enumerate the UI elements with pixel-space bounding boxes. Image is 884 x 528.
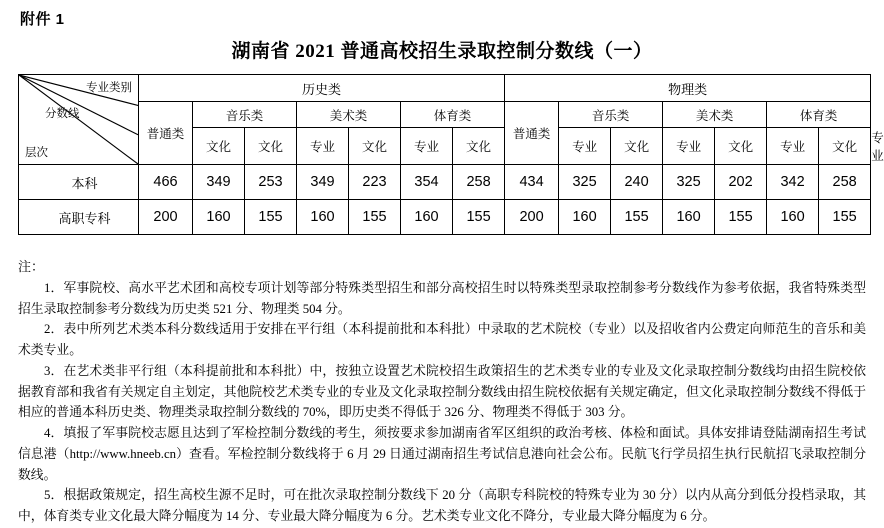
- score-value: 160: [767, 200, 819, 235]
- score-value: 200: [505, 200, 559, 235]
- score-value: 325: [663, 165, 715, 200]
- score-value: 160: [193, 200, 245, 235]
- score-value: 155: [715, 200, 767, 235]
- subgroup-header-physics-art: 美术类: [663, 102, 767, 128]
- score-value: 466: [139, 165, 193, 200]
- row-label-vocational: 高职专科: [19, 200, 139, 235]
- score-value: 325: [559, 165, 611, 200]
- score-value: 258: [453, 165, 505, 200]
- type-header: 文化: [349, 128, 401, 165]
- subgroup-header-physics-music: 音乐类: [559, 102, 663, 128]
- score-value: 223: [349, 165, 401, 200]
- score-value: 155: [349, 200, 401, 235]
- page-title: 湖南省 2021 普通高校招生录取控制分数线（一）: [231, 41, 653, 62]
- group-header-physics: 物理类: [505, 75, 871, 102]
- score-value: 349: [193, 165, 245, 200]
- table-row: [19, 165, 871, 200]
- corner-label-score-line: 分数线: [45, 108, 80, 120]
- subgroup-header-physics-general: 普通类: [505, 102, 559, 165]
- subgroup-header-history-art: 美术类: [297, 102, 401, 128]
- score-value: 342: [767, 165, 819, 200]
- score-value: 200: [139, 200, 193, 235]
- note-item: 4．填报了军事院校志愿且达到了军检控制分数线的考生，须按要求参加湖南省军区组织的政治考核、体检和面试。具体安排请登陆湖南招生考试信息港（http://www.hneeb.cn）查看。军检控制分数线将于 6 月 29 日通过湖南招生考试信息港向社会公布。民航飞行学员招生执行民航招飞录取控制分数线。: [18, 426, 866, 482]
- table-corner-header: [19, 75, 139, 165]
- note-item: 2．表中所列艺术类本科分数线适用于安排在平行组（本科提前批和本科批）中录取的艺术院校（专业）以及招收省内公费定向师范生的音乐和美术类专业。: [18, 322, 866, 358]
- score-value: 434: [505, 165, 559, 200]
- type-header: 文化: [245, 128, 297, 165]
- type-header: 文化: [453, 128, 505, 165]
- subgroup-header-history-music: 音乐类: [193, 102, 297, 128]
- type-header: 文化: [819, 128, 871, 165]
- subgroup-header-history-sports: 体育类: [401, 102, 505, 128]
- notes-section: [18, 256, 866, 527]
- type-header: 专业: [297, 128, 349, 165]
- score-value: 349: [297, 165, 349, 200]
- subgroup-header-physics-sports: 体育类: [767, 102, 871, 128]
- score-value: 160: [401, 200, 453, 235]
- attachment-label: 附件 1: [20, 11, 65, 28]
- score-line-table: 专业类别 分数线 层次 历史类 物理类 普通类 音乐类 美术类 体育类 普通类 音乐类 美术类 体育类 文化 文化 专业 文化 专业 文化 专业 文化 专业 文化 专业 文化 专业 本科 466 349 253 349 223 354 258 434 325 240 325 202 342 258 高职专科 200 160 155 160 155 160 155 200 160 155 160 155 160 155: [18, 74, 871, 235]
- score-value: 202: [715, 165, 767, 200]
- type-header: 专业: [559, 128, 611, 165]
- score-value: 354: [401, 165, 453, 200]
- score-value: 240: [611, 165, 663, 200]
- score-value: 160: [297, 200, 349, 235]
- group-header-history: 历史类: [139, 75, 505, 102]
- corner-label-level: 层次: [25, 147, 48, 159]
- note-item: 5．根据政策规定，招生高校生源不足时，可在批次录取控制分数线下 20 分（高职专科院校的特殊专业为 30 分）以内从高分到低分投档录取，其中，体育类专业文化最大降分幅度为 14 分、专业最大降分幅度为 6 分。艺术类专业文化不降分，专业最大降分幅度为 6 分。: [18, 488, 866, 523]
- notes-title: 注：: [18, 259, 45, 274]
- score-value: 160: [663, 200, 715, 235]
- note-item: 3．在艺术类非平行组（本科提前批和本科批）中，按独立设置艺术院校招生政策招生的艺术类专业的专业及文化录取控制分数线均由招生院校依据教育部和我省有关规定自主划定，其他院校艺术类专业的专业及文化录取控制分数线由招生院校依据有关规定确定，但文化录取控制分数线不得低于相应的普通本科历史类、物理类录取控制分数线的 70%，即历史类不得低于 326 分、物理类不得低于 303 分。: [18, 363, 866, 420]
- type-header: 专业: [401, 128, 453, 165]
- score-value: 155: [611, 200, 663, 235]
- note-item: 1．军事院校、高水平艺术团和高校专项计划等部分特殊类型招生和部分高校招生时以特殊类型录取控制参考分数线作为参考依据，我省特殊类型招生录取控制参考分数线为历史类 521 分、物理类 504 分。: [18, 281, 866, 316]
- corner-label-major-category: 专业类别: [86, 82, 132, 94]
- subgroup-header-history-general: 普通类: [139, 102, 193, 165]
- type-header: 专业: [663, 128, 715, 165]
- score-value: 155: [819, 200, 871, 235]
- type-header: 专业: [767, 128, 819, 165]
- score-value: 155: [245, 200, 297, 235]
- table-row: [19, 200, 871, 235]
- row-label-undergraduate: 本科: [19, 165, 139, 200]
- score-value: 160: [559, 200, 611, 235]
- type-header: 文化: [193, 128, 245, 165]
- type-header: 文化: [611, 128, 663, 165]
- score-value: 155: [453, 200, 505, 235]
- score-value: 253: [245, 165, 297, 200]
- type-header: 文化: [715, 128, 767, 165]
- score-value: 258: [819, 165, 871, 200]
